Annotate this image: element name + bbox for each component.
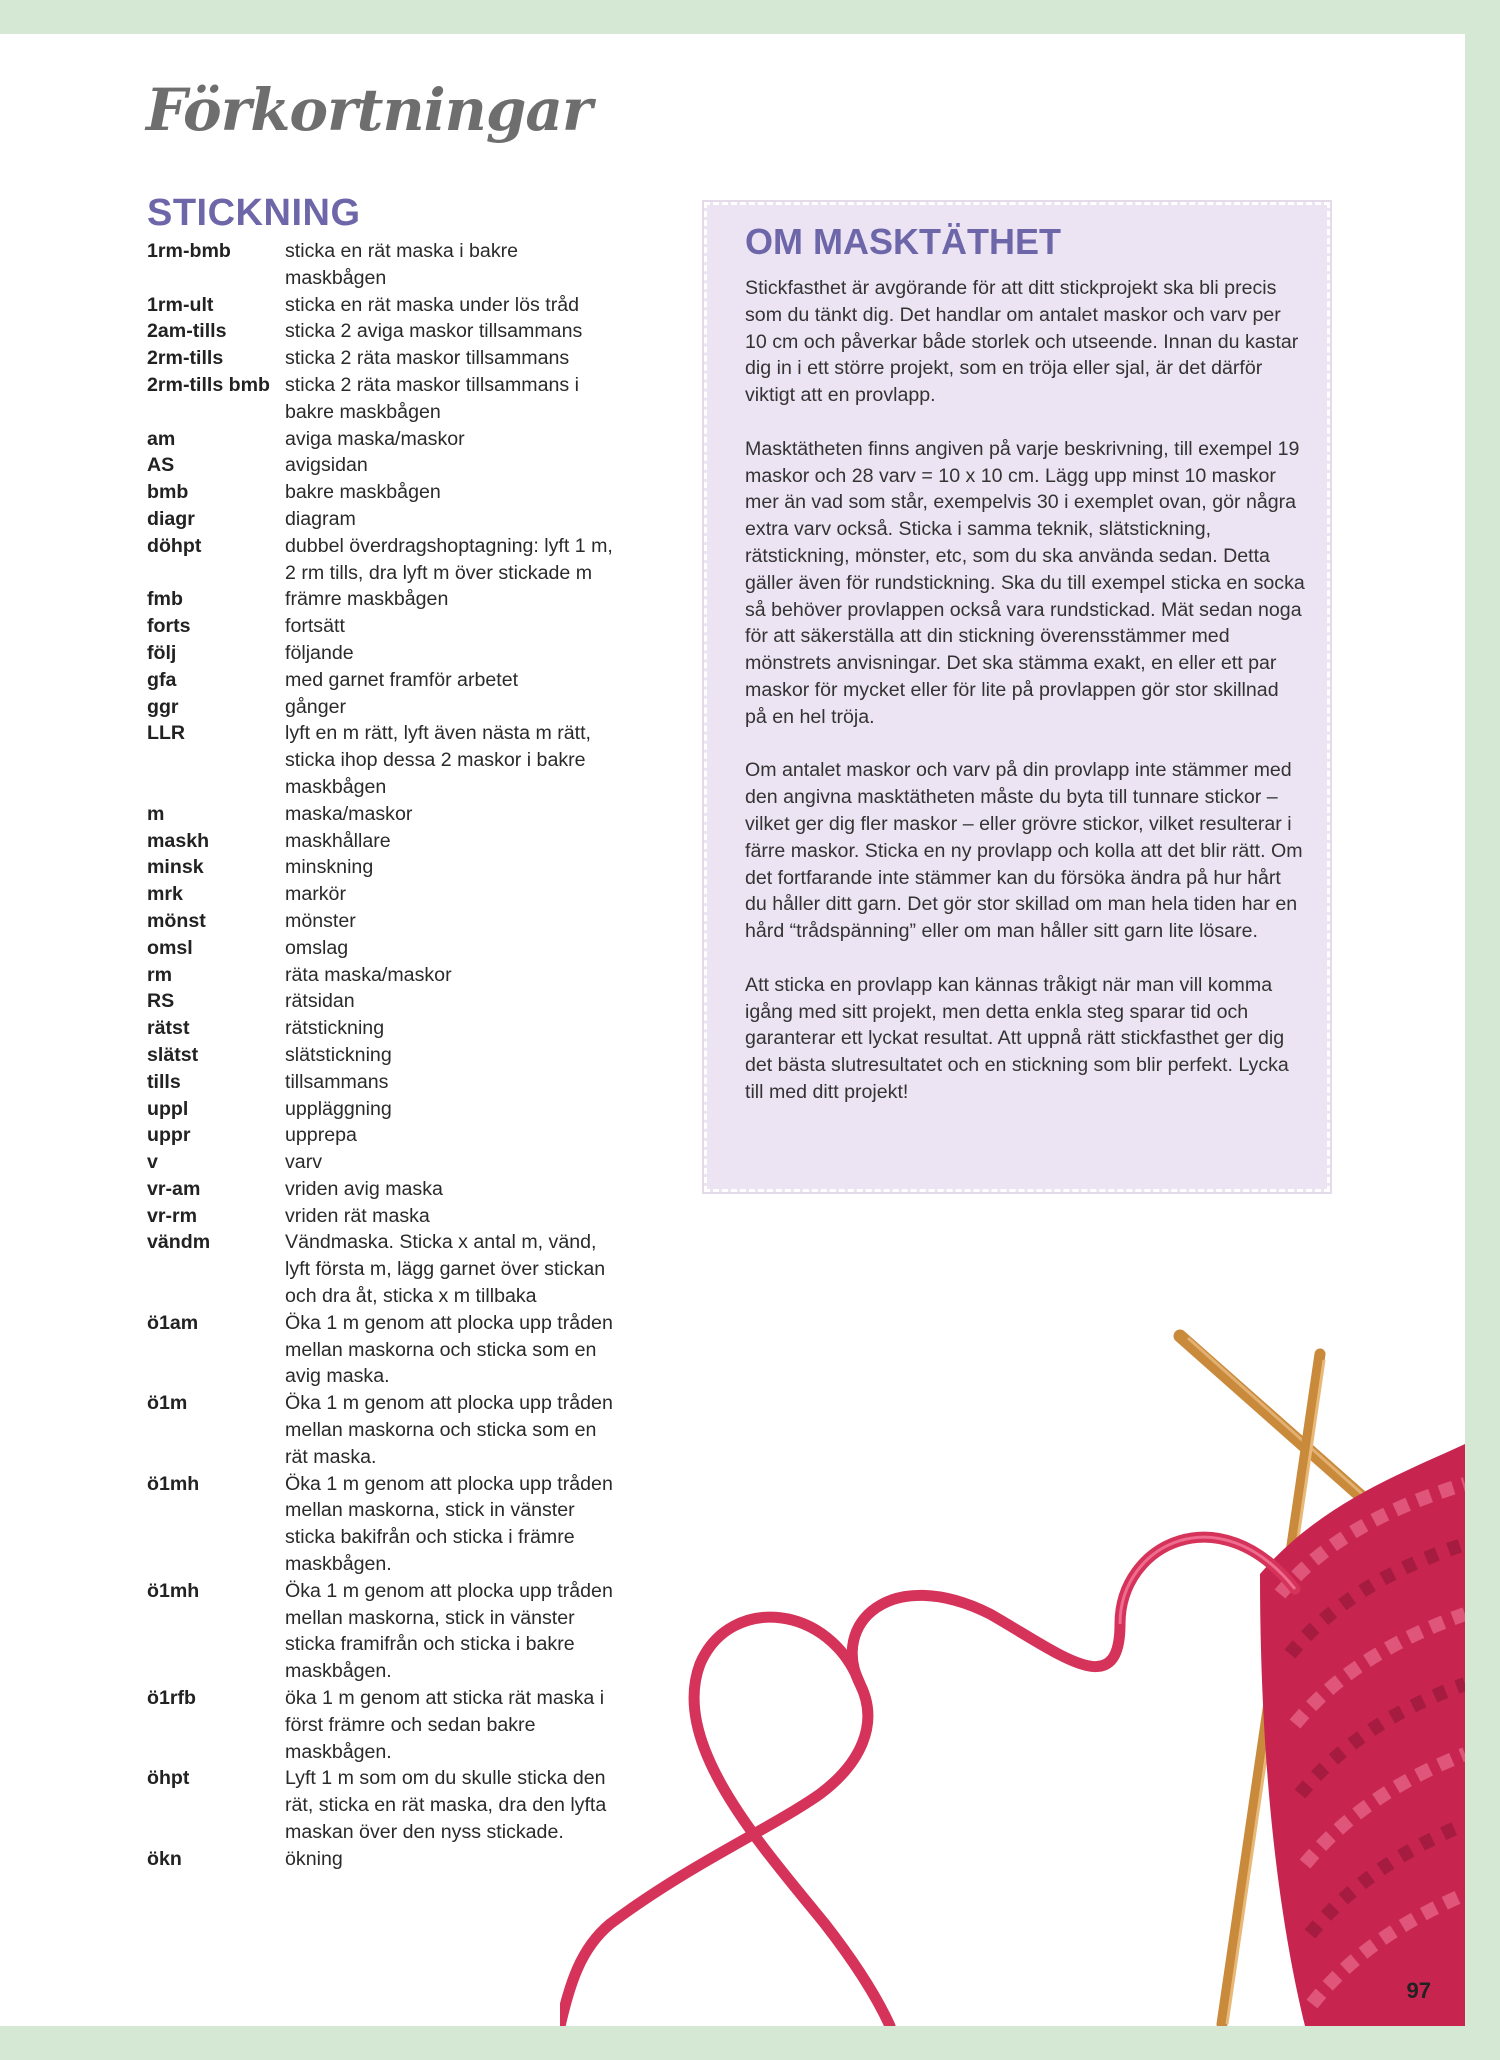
abbreviation-meaning: sticka 2 räta maskor tillsammans	[285, 347, 570, 370]
abbreviation-key: ökn	[147, 1847, 182, 1870]
abbreviation-row	[147, 1149, 627, 1176]
abbreviation-meaning: följande	[285, 641, 354, 664]
info-paragraph: Om antalet maskor och varv på din provlapp inte stämmer med den angivna masktätheten måste du byta till tunnare stickor – vilket ger dig fler maskor – eller grövre stickor, vilket resulterar i färre maskor. Sticka en ny provlapp och kolla att det blir rätt. Om det fortfarande inte stämmer kan du försöka ändra på hur hårt du håller ditt garn. Det gör stor skillad om man hela tiden har en hård “trådspänning” eller om man håller sitt garn lite lösare.	[745, 759, 1303, 943]
abbreviation-meaning: mönster	[285, 909, 356, 932]
abbreviation-row	[147, 1390, 627, 1470]
abbreviation-key: ö1am	[147, 1311, 199, 1334]
abbreviation-row	[147, 426, 627, 453]
abbreviation-meaning: omslag	[285, 936, 349, 959]
abbreviation-key: vändm	[147, 1231, 211, 1254]
abbreviation-key: uppl	[147, 1097, 189, 1120]
abbreviation-meaning: diagram	[285, 507, 356, 530]
abbreviation-meaning: rätstickning	[285, 1017, 385, 1040]
abbreviation-key: ö1m	[147, 1392, 188, 1415]
info-paragraph: Masktätheten finns angiven på varje beskrivning, till exempel 19 maskor och 28 varv = 10 x 10 cm. Lägg upp minst 10 maskor mer än vad som står, exempelvis 30 i exemplet ovan, gör några extra varv också. Sticka i samma teknik, slätstickning, rätstickning, mönster, etc, som du ska använda sedan. Detta gäller även för rundstickning. Ska du till exempel sticka en socka så behöver provlappen också vara rundstickad. Mät sedan noga för att säkerställa att din stickning överensstämmer med mönstrets anvisningar. Det ska stämma exakt, en eller ett par maskor för mycket eller för lite på provlappen gör stor skillnad på en hel tröja.	[745, 437, 1305, 728]
abbreviation-row	[147, 1069, 627, 1096]
abbreviation-meaning: Öka 1 m genom att plocka upp tråden mellan maskorna, stick in vänster sticka bakifrån och sticka i främre maskbågen.	[285, 1472, 613, 1576]
abbreviation-row	[147, 694, 627, 721]
abbreviation-key: ö1rfb	[147, 1687, 196, 1710]
abbreviation-key: mönst	[147, 909, 206, 932]
abbreviation-key: vr-am	[147, 1177, 201, 1200]
abbreviation-meaning: dubbel överdragshoptagning: lyft 1 m, 2 rm tills, dra lyft m över stickade m	[285, 534, 613, 584]
abbreviation-meaning: ökning	[285, 1847, 343, 1870]
abbreviation-key: ggr	[147, 695, 179, 718]
abbreviation-meaning: öka 1 m genom att sticka rät maska i först främre och sedan bakre maskbågen.	[285, 1687, 605, 1763]
abbreviation-meaning: slätstickning	[285, 1043, 392, 1066]
abbreviation-meaning: varv	[285, 1151, 323, 1174]
abbreviation-row	[147, 479, 627, 506]
abbreviation-meaning: minskning	[285, 856, 374, 879]
abbreviation-row	[147, 1015, 627, 1042]
abbreviation-key: 2rm-tills	[147, 347, 224, 370]
abbreviation-key: omsl	[147, 936, 193, 959]
abbreviation-row	[147, 1122, 627, 1149]
abbreviation-row	[147, 318, 627, 345]
abbreviation-meaning: Lyft 1 m som om du skulle sticka den rät, sticka en rät maska, dra den lyfta maskan över den nyss stickade.	[285, 1767, 607, 1844]
abbreviation-meaning: uppläggning	[285, 1097, 392, 1120]
abbreviation-key: bmb	[147, 481, 189, 504]
abbreviation-key: m	[147, 802, 165, 825]
gauge-info-box	[704, 202, 1330, 1192]
abbreviation-meaning: räta maska/maskor	[285, 963, 452, 986]
info-text	[745, 275, 1305, 1133]
abbreviation-key: slätst	[147, 1043, 199, 1066]
abbreviation-key: mrk	[147, 883, 183, 906]
abbreviation-key: forts	[147, 615, 191, 638]
abbreviation-key: vr-rm	[147, 1204, 198, 1227]
abbreviation-row	[147, 1310, 627, 1390]
page-title: Förkortningar	[146, 76, 592, 144]
abbreviation-row	[147, 1229, 627, 1309]
abbreviation-key: 2rm-tills bmb	[147, 373, 271, 396]
abbreviation-row	[147, 962, 627, 989]
abbreviation-row	[147, 801, 627, 828]
abbreviation-meaning: vriden rät maska	[285, 1204, 430, 1227]
page-number: 97	[1406, 1978, 1431, 2003]
abbreviation-key: fmb	[147, 588, 183, 611]
info-heading: OM MASKTÄTHET	[745, 221, 1061, 262]
abbreviation-row	[147, 1096, 627, 1123]
abbreviation-meaning: vriden avig maska	[285, 1177, 443, 1200]
info-paragraph: Att sticka en provlapp kan kännas tråkigt när man vill komma igång med sitt projekt, men detta enkla steg sparar tid och garanterar ett lyckat resultat. Att uppnå rätt stickfasthet ger dig det bästa slutresultatet och en stickning som blir perfekt. Lycka till med ditt projekt!	[745, 973, 1289, 1103]
abbreviation-key: öhpt	[147, 1767, 190, 1790]
abbreviation-meaning: sticka en rät maska under lös tråd	[285, 293, 580, 316]
abbreviation-row	[147, 372, 627, 426]
abbreviation-row	[147, 908, 627, 935]
abbreviation-row	[147, 533, 627, 587]
abbreviation-meaning: sticka en rät maska i bakre maskbågen	[285, 240, 519, 289]
abbreviation-key: diagr	[147, 507, 195, 530]
abbreviation-row	[147, 854, 627, 881]
abbreviation-row	[147, 720, 627, 800]
abbreviation-row	[147, 613, 627, 640]
abbreviation-row	[147, 586, 627, 613]
knitting-heart-illustration	[560, 1324, 1465, 2026]
abbreviation-key: minsk	[147, 856, 204, 879]
abbreviation-meaning: Öka 1 m genom att plocka upp tråden mellan maskorna och sticka som en avig maska.	[285, 1311, 613, 1388]
abbreviation-key: LLR	[147, 722, 186, 745]
abbreviation-meaning: lyft en m rätt, lyft även nästa m rätt, sticka ihop dessa 2 maskor i bakre maskbågen	[285, 722, 591, 798]
abbreviation-meaning: bakre maskbågen	[285, 481, 441, 504]
abbreviation-row	[147, 238, 627, 292]
abbreviation-key: 1rm-bmb	[147, 240, 231, 262]
abbreviation-key: ö1mh	[147, 1472, 200, 1495]
abbreviation-row	[147, 1176, 627, 1203]
abbreviation-row	[147, 828, 627, 855]
abbreviation-key: maskh	[147, 829, 210, 852]
abbreviation-meaning: gånger	[285, 695, 347, 718]
abbreviation-meaning: maska/maskor	[285, 802, 413, 825]
abbreviation-meaning: med garnet framför arbetet	[285, 668, 519, 691]
abbreviation-meaning: Vändmaska. Sticka x antal m, vänd, lyft första m, lägg garnet över stickan och dra åt, sticka x m tillbaka	[285, 1231, 606, 1308]
abbreviation-meaning: upprepa	[285, 1124, 357, 1147]
abbreviation-row	[147, 345, 627, 372]
stickning-heading: STICKNING	[147, 192, 361, 234]
abbreviation-key: rätst	[147, 1017, 190, 1040]
abbreviation-row	[147, 1578, 627, 1685]
abbreviation-meaning: Öka 1 m genom att plocka upp tråden mellan maskorna, stick in vänster sticka framifrån och sticka i bakre maskbågen.	[285, 1579, 613, 1683]
abbreviation-meaning: sticka 2 räta maskor tillsammans i bakre maskbågen	[285, 373, 579, 423]
abbreviation-row	[147, 452, 627, 479]
abbreviation-key: följ	[147, 641, 177, 664]
abbreviation-row	[147, 988, 627, 1015]
abbreviation-key: v	[147, 1151, 158, 1174]
abbreviation-meaning: fortsätt	[285, 615, 345, 638]
abbreviation-key: 2am-tills	[147, 320, 227, 343]
abbreviation-row	[147, 1471, 627, 1578]
abbreviation-meaning: aviga maska/maskor	[285, 427, 465, 450]
abbreviation-row	[147, 1042, 627, 1069]
abbreviation-meaning: främre maskbågen	[285, 588, 449, 611]
yarn-heart-left	[694, 1617, 890, 2026]
abbreviation-key: RS	[147, 990, 175, 1013]
abbreviation-key: uppr	[147, 1124, 191, 1147]
info-paragraph: Stickfasthet är avgörande för att ditt stickprojekt ska bli precis som du tänkt dig. Det handlar om antalet maskor och varv per 10 cm och påverkar både storlek och utseende. Innan du kastar dig in i ett större projekt, som en tröja eller sjal, är det därför viktigt att en provlapp.	[745, 277, 1299, 407]
abbreviation-key: gfa	[147, 668, 177, 691]
abbreviation-key: tills	[147, 1070, 181, 1093]
abbreviation-key: döhpt	[147, 534, 202, 557]
abbreviation-list	[147, 238, 627, 1873]
magazine-page	[0, 34, 1465, 2026]
abbreviation-key: ö1mh	[147, 1579, 200, 1602]
abbreviation-meaning: tillsammans	[285, 1070, 389, 1093]
abbreviation-key: AS	[147, 454, 175, 477]
abbreviation-row	[147, 1203, 627, 1230]
abbreviation-row	[147, 640, 627, 667]
abbreviation-meaning: Öka 1 m genom att plocka upp tråden mellan maskorna och sticka som en rät maska.	[285, 1392, 613, 1468]
abbreviation-meaning: avigsidan	[285, 454, 368, 477]
abbreviation-meaning: sticka 2 aviga maskor tillsammans	[285, 320, 583, 343]
abbreviation-key: rm	[147, 963, 173, 986]
abbreviation-row	[147, 1765, 627, 1845]
abbreviation-meaning: markör	[285, 883, 346, 906]
abbreviation-row	[147, 292, 627, 319]
abbreviation-row	[147, 881, 627, 908]
yarn-strand	[560, 1537, 1295, 2026]
abbreviation-row	[147, 1846, 627, 1873]
abbreviation-key: 1rm-ult	[147, 293, 214, 316]
abbreviation-row	[147, 667, 627, 694]
abbreviation-meaning: maskhållare	[285, 829, 391, 852]
abbreviation-key: am	[147, 427, 176, 450]
abbreviation-row	[147, 1685, 627, 1765]
abbreviation-meaning: rätsidan	[285, 990, 355, 1013]
abbreviation-row	[147, 506, 627, 533]
abbreviation-row	[147, 935, 627, 962]
